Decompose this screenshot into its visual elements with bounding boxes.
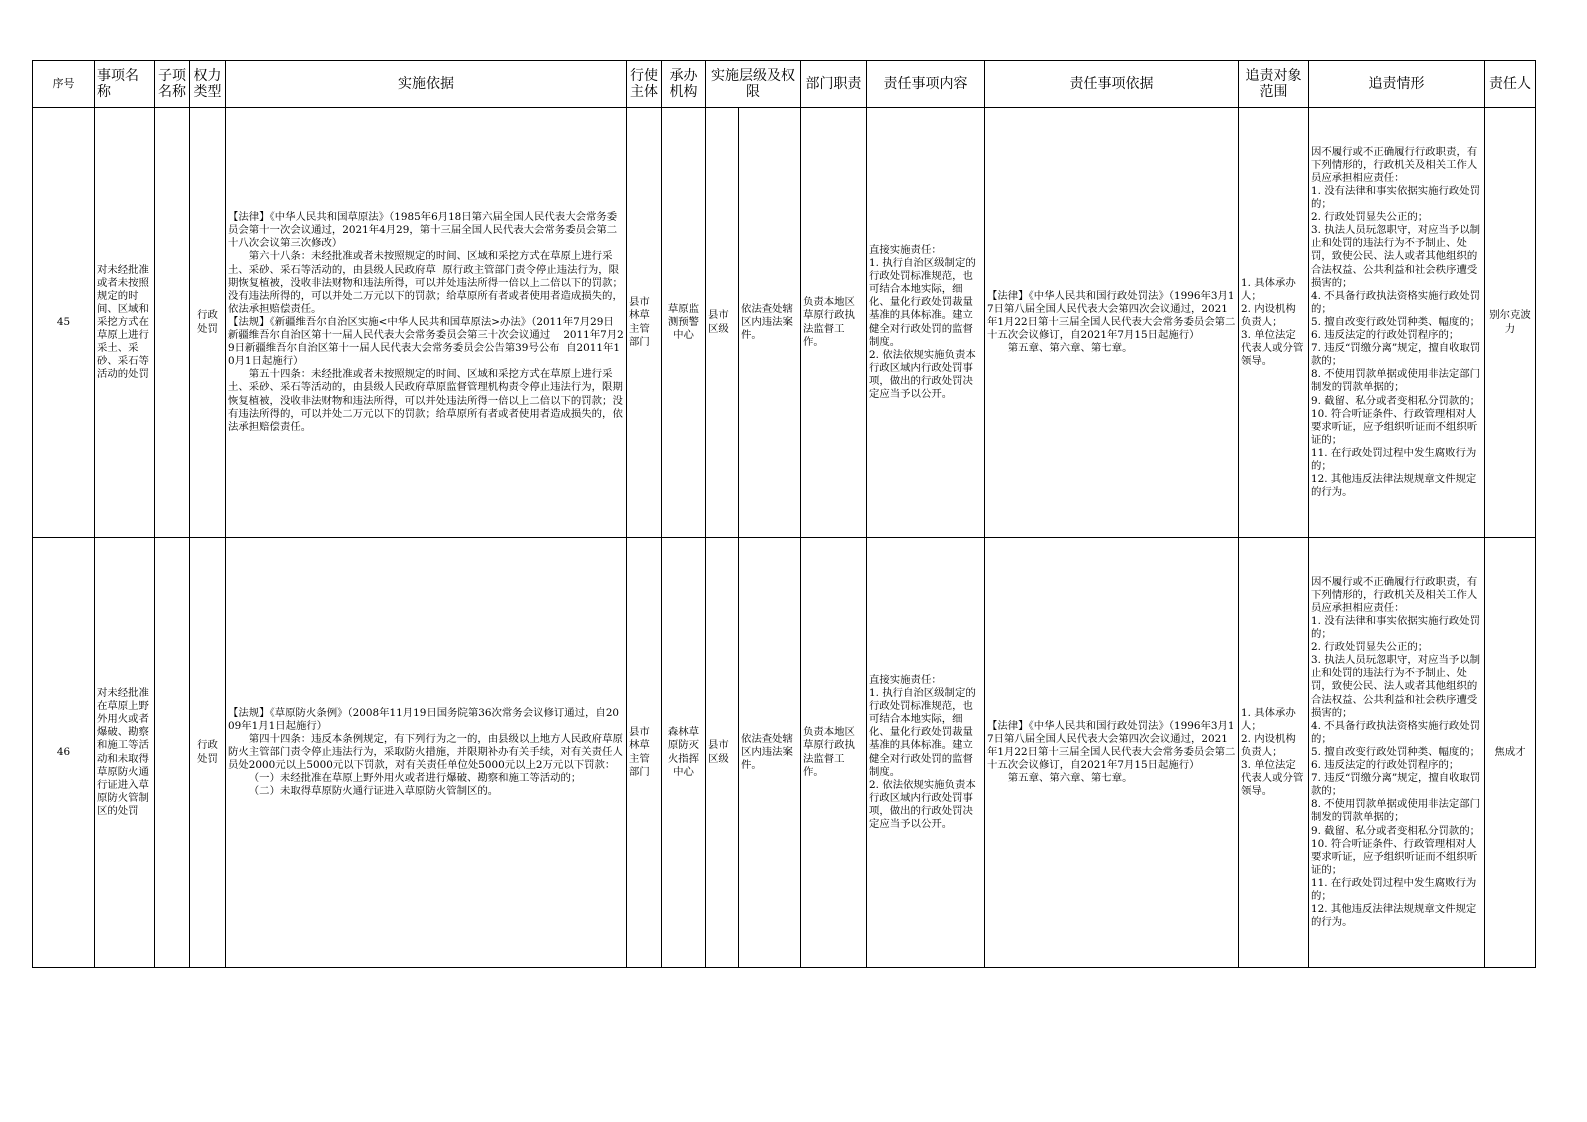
cell-duty: 负责本地区草原行政执法监督工作。 <box>801 538 867 968</box>
cell-basis <box>226 538 627 968</box>
header-resp-content: 责任事项内容 <box>867 61 985 108</box>
cell-agency: 森林草原防灭火指挥中心 <box>662 538 706 968</box>
header-row <box>33 61 1536 108</box>
header-subject: 行使主体 <box>627 61 662 108</box>
cell-resp-basis <box>985 108 1239 538</box>
cell-authority: 依法查处辖区内违法案件。 <box>739 538 801 968</box>
cell-agency: 草原监测预警中心 <box>662 108 706 538</box>
resp-basis-text: 【法律】《中华人民共和国行政处罚法》（1996年3月17日第八届全国人民代表大会第四次会议通过，2021年1月22日第十三届全国人民代表大会常务委员会第二十五次会议修订，自2021年7月15日起施行） <box>987 719 1236 772</box>
basis-paragraph: 第四十四条：违反本条例规定，有下列行为之一的，由县级以上地方人民政府草原防火主管部门责令停止违法行为，采取防火措施，并限期补办有关手续，对有关责任人员处2000元以上5000元以下罚款，对有关责任单位处5000元以上2万元以下罚款： <box>228 732 623 772</box>
cell-item-name: 对未经批准或者未按照规定的时间、区域和采挖方式在草原上进行采土、采砂、采石等活动的处罚 <box>95 108 155 538</box>
basis-paragraph: 【法规】《新疆维吾尔自治区实施<中华人民共和国草原法>办法》（2011年7月29日新疆维吾尔自治区第十一届人民代表大会常务委员会第三十次会议通过 2011年7月29日新疆维吾尔自治区第十一届人民代表大会常务委员会公告第39号公布 自2011年10月1日起施行） <box>228 315 624 368</box>
cell-power-type: 行政处罚 <box>190 538 226 968</box>
header-account-cases: 追责情形 <box>1309 61 1485 108</box>
resp-basis-chapters: 第五章、第六章、第七章。 <box>1007 342 1133 355</box>
header-agency: 承办机构 <box>662 61 706 108</box>
cell-subject: 县市林草主管部门 <box>627 538 662 968</box>
header-power-type: 权力类型 <box>190 61 226 108</box>
cell-account-cases: 因不履行或不正确履行行政职责，有下列情形的，行政机关及相关工作人员应承担相应责任： 1. 没有法律和事实依据实施行政处罚的； 2. 行政处罚显失公正的； 3. 执法人员玩忽职守，对应当予以制止和处罚的违法行为不予制止、处罚，致使公民、法人或者其他组织的合法权益、公共利益和社会秩序遭受损害的； 4. 不具备行政执法资格实施行政处罚的； 5. 擅自改变行政处罚种类、幅度的； 6. 违反法定的行政处罚程序的； 7. 违反“罚缴分离”规定，擅自收取罚款的； 8. 不使用罚款单据或使用非法定部门制发的罚款单据的； 9. 截留、私分或者变相私分罚款的； 10. 符合听证条件、行政管理相对人要求听证，应予组织听证而不组织听证的； 11. 在行政处罚过程中发生腐败行为的； 12. 其他违反法律法规规章文件规定的行为。 <box>1309 538 1485 968</box>
header-sub-item: 子项名称 <box>155 61 190 108</box>
table-row <box>33 108 1536 538</box>
basis-paragraph: 【法律】《中华人民共和国草原法》（1985年6月18日第六届全国人民代表大会常务委员会第十一次会议通过，2021年4月29，第十三届全国人民代表大会常务委员会第二十八次会议第三次修改） <box>228 211 618 250</box>
cell-level: 县市区级 <box>706 108 739 538</box>
cell-account-cases: 因不履行或不正确履行行政职责，有下列情形的，行政机关及相关工作人员应承担相应责任： 1. 没有法律和事实依据实施行政处罚的； 2. 行政处罚显失公正的； 3. 执法人员玩忽职守，对应当予以制止和处罚的违法行为不予制止、处罚，致使公民、法人或者其他组织的合法权益、公共利益和社会秩序遭受损害的； 4. 不具备行政执法资格实施行政处罚的； 5. 擅自改变行政处罚种类、幅度的； 6. 违反法定的行政处罚程序的； 7. 违反“罚缴分离”规定，擅自收取罚款的； 8. 不使用罚款单据或使用非法定部门制发的罚款单据的； 9. 截留、私分或者变相私分罚款的； 10. 符合听证条件、行政管理相对人要求听证，应予组织听证而不组织听证的； 11. 在行政处罚过程中发生腐败行为的； 12. 其他违反法律法规规章文件规定的行为。 <box>1309 108 1485 538</box>
basis-paragraph: 第六十八条：未经批准或者未按照规定的时间、区域和采挖方式在草原上进行采土、采砂、采石等活动的，由县级人民政府草 原行政主管部门责令停止违法行为，限期恢复植被，没收非法财物和违法所得，可以并处违法所得一倍以上二倍以下的罚款；没有违法所得的，可以并处二万元以下的罚款；给草原所有者或者使用者造成损失的，依法承担赔偿责任。 <box>228 250 623 315</box>
cell-level: 县市区级 <box>706 538 739 968</box>
header-person: 责任人 <box>1485 61 1536 108</box>
header-basis: 实施依据 <box>226 61 627 108</box>
basis-paragraph: 【法规】《草原防火条例》（2008年11月19日国务院第36次常务会议修订通过，自2009年1月1日起施行） <box>228 706 620 732</box>
cell-basis <box>226 108 627 538</box>
cell-duty: 负责本地区草原行政执法监督工作。 <box>801 108 867 538</box>
basis-paragraph: 第五十四条：未经批准或者未按照规定的时间、区域和采挖方式在草原上进行采土、采砂、采石等活动的，由县级人民政府草原监督管理机构责令停止违法行为，限期恢复植被，没收非法财物和违法所得，可以并处违法所得一倍以上二倍以下的罚款；没有违法所得的，可以并处二万元以下的罚款；给草原所有者或者使用者造成损失的，依法承担赔偿责任。 <box>228 368 623 433</box>
resp-basis-text: 【法律】《中华人民共和国行政处罚法》（1996年3月17日第八届全国人民代表大会第四次会议通过，2021年1月22日第十三届全国人民代表大会常务委员会第二十五次会议修订，自2021年7月15日起施行） <box>987 289 1236 342</box>
cell-no: 45 <box>33 108 95 538</box>
header-account-scope: 追责对象范围 <box>1239 61 1309 108</box>
table-row <box>33 538 1536 968</box>
cell-resp-content: 直接实施责任： 1. 执行自治区级制定的行政处罚标准规范，也可结合本地实际，细化、量化行政处罚裁量基准的具体标准。建立健全对行政处罚的监督制度。 2. 依法依规实施负责本行政区域内行政处罚事项，做出的行政处罚决定应当予以公开。 <box>867 108 985 538</box>
header-resp-basis: 责任事项依据 <box>985 61 1239 108</box>
resp-basis-chapters: 第五章、第六章、第七章。 <box>1007 772 1133 785</box>
cell-sub-item <box>155 538 190 968</box>
cell-authority: 依法查处辖区内违法案件。 <box>739 108 801 538</box>
header-level: 实施层级及权限 <box>706 61 801 108</box>
cell-person: 别尔克波力 <box>1485 108 1536 538</box>
cell-person: 焦成才 <box>1485 538 1536 968</box>
cell-no: 46 <box>33 538 95 968</box>
cell-account-scope: 1. 具体承办人； 2. 内设机构负责人； 3. 单位法定代表人或分管领导。 <box>1239 538 1309 968</box>
header-duty: 部门职责 <box>801 61 867 108</box>
cell-item-name: 对未经批准在草原上野外用火或者爆破、勘察和施工等活动和未取得草原防火通行证进入草原防火管制区的处罚 <box>95 538 155 968</box>
cell-sub-item <box>155 108 190 538</box>
cell-resp-content: 直接实施责任： 1. 执行自治区级制定的行政处罚标准规范，也可结合本地实际，细化、量化行政处罚裁量基准的具体标准。建立健全对行政处罚的监督制度。 2. 依法依规实施负责本行政区域内行政处罚事项，做出的行政处罚决定应当予以公开。 <box>867 538 985 968</box>
cell-power-type: 行政处罚 <box>190 108 226 538</box>
basis-paragraph: （二）未取得草原防火通行证进入草原防火管制区的。 <box>248 785 499 798</box>
header-no: 序号 <box>33 61 95 108</box>
header-item-name: 事项名称 <box>95 61 155 108</box>
basis-paragraph: （一）未经批准在草原上野外用火或者进行爆破、勘察和施工等活动的； <box>248 772 582 785</box>
cell-account-scope: 1. 具体承办人； 2. 内设机构负责人； 3. 单位法定代表人或分管领导。 <box>1239 108 1309 538</box>
responsibility-table <box>32 60 1536 968</box>
cell-resp-basis <box>985 538 1239 968</box>
cell-subject: 县市林草主管部门 <box>627 108 662 538</box>
